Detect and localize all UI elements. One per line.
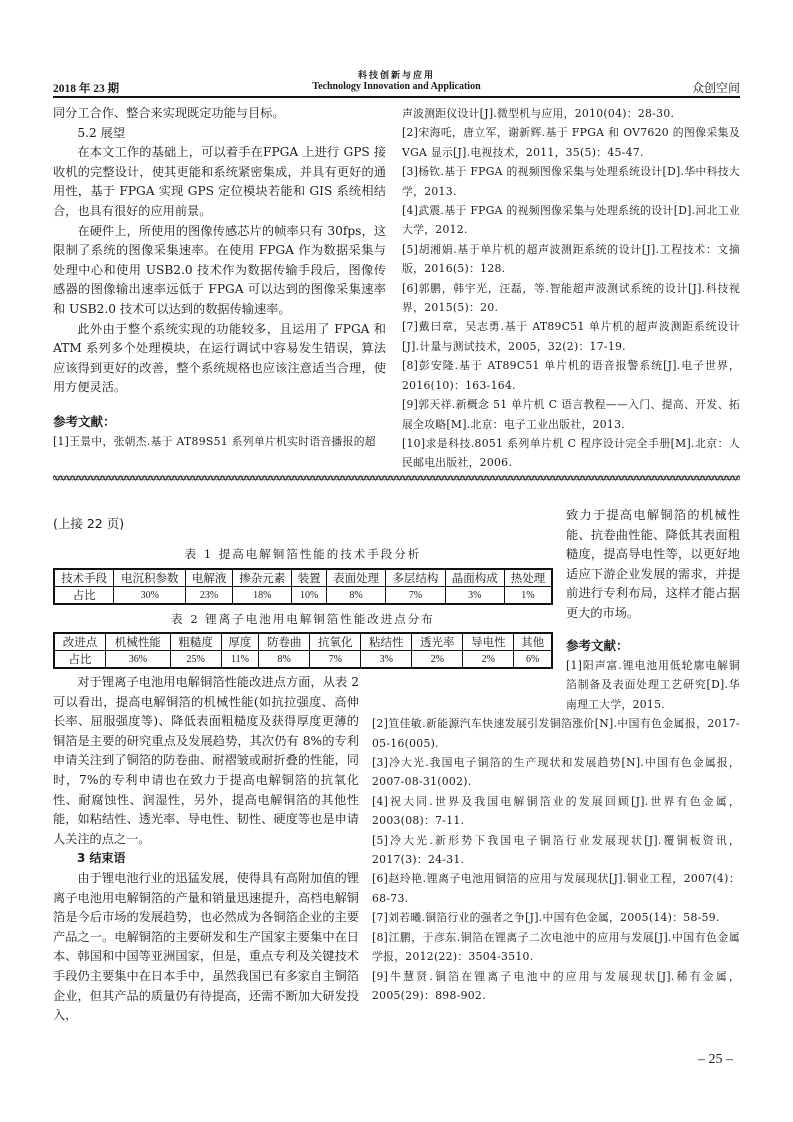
table-header-row xyxy=(54,569,552,587)
reference-item: [9]郭天祥.新概念 51 单片机 C 语言教程——入门、提高、开发、拓展全攻略[M].北京：电子工业出版社，2013. xyxy=(402,398,740,431)
header-rule xyxy=(53,96,740,98)
paragraph: 同分工合作、整合来实现既定功能与目标。 xyxy=(53,106,285,120)
table-cell: 厚度 xyxy=(221,633,259,651)
reference-item: [9]牛慧贤.铜箔在锂离子电池中的应用与发展现状[J].稀有金属，2005(29)：898-902. xyxy=(372,969,740,1002)
bottom-right-refs-title-area xyxy=(566,636,740,656)
issue-label: 2018 年 23 期 xyxy=(53,83,120,95)
reference-item: [6]郭鹏，韩宇光，汪磊，等.智能超声波测试系统的设计[J].科技视界，2015(5)：20. xyxy=(402,281,740,315)
bottom-left-column xyxy=(53,673,359,1026)
wavy-separator xyxy=(53,474,740,482)
reference-item xyxy=(372,656,740,714)
table-cell: 粘结性 xyxy=(361,633,412,651)
table-cell: 占比 xyxy=(54,651,106,669)
table-cell: 11% xyxy=(221,651,259,669)
table-cell: 装置 xyxy=(292,569,327,587)
section-heading-3: 3 结束语 xyxy=(77,851,126,866)
journal-title-cn: 科技创新与应用 xyxy=(357,71,435,81)
reference-item: [10]求是科技.8051 系列单片机 C 程序设计完全手册[M].北京：人民邮电出版社，2006. xyxy=(402,436,740,470)
paragraph: 对于锂离子电池用电解铜箔性能改进点方面，从表 2 可以看出，提高电解铜箔的机械性能(如抗拉强度、高伸长率、屈服强度等)、降低表面粗糙度及获得厚度更薄的铜箔是主要的研究重点及发展趋势，其次仍有 8%的专利申请关注到了铜箔的防卷曲、耐褶皱或耐折叠的性能，同时，7%的专利申请也在致力于提高电解铜箔的抗氧化性、耐腐蚀性、润湿性，另外，提高电解铜箔的其他性能，如粘结性、透光率、导电性、韧性、硬度等也是申请人关注的点之一。 xyxy=(53,675,359,846)
table-cell: 6% xyxy=(514,651,552,669)
table-cell: 占比 xyxy=(54,587,114,605)
table-cell: 技术手段 xyxy=(54,569,114,587)
table-cell: 电沉积参数 xyxy=(114,569,186,587)
table-row xyxy=(54,587,552,605)
table-cell: 表面处理 xyxy=(326,569,385,587)
paragraph: 致力于提高电解铜箔的机械性能、抗卷曲性能、降低其表面粗糙度，提高导电性等，以更好地适应下游企业发展的需求，并提前进行专利布局，这样才能占据更大的市场。 xyxy=(566,508,740,620)
reference-item: [3]冷大光.我国电子铜箔的生产现状和发展趋势[N].中国有色金属报，2007-08-31(002). xyxy=(372,756,740,789)
top-left-column xyxy=(53,104,386,451)
reference-item: [4]武震.基于 FPGA 的视频图像采集与处理系统的设计[D].河北工业大学，2012. xyxy=(402,204,740,237)
reference-item: [1]王景中，张朝杰.基于 AT89S51 系列单片机实时语音播报的超 xyxy=(53,434,376,448)
continued-from-label: (上接 22 页) xyxy=(53,516,125,531)
reference-item: [3]杨钦.基于 FPGA 的视频图像采集与处理系统设计[D].华中科技大学，2013. xyxy=(402,165,740,198)
references-title: 参考文献： xyxy=(566,638,629,653)
table-cell: 电解液 xyxy=(186,569,233,587)
bottom-right-references xyxy=(372,656,740,1005)
table-cell: 抗氧化 xyxy=(310,633,361,651)
table-cell: 8% xyxy=(326,587,385,605)
references-title: 参考文献： xyxy=(53,413,116,429)
table-cell: 25% xyxy=(170,651,221,669)
paragraph: 此外由于整个系统实现的功能较多，且运用了 FPGA 和 ATM 系列多个处理模块，在运行调试中容易发生错误，算法应该得到更好的改善，整个系统规格也应该注意适当合理，使用方便灵活。 xyxy=(53,321,386,395)
table2-caption: 表 2 锂离子电池用电解铜箔性能改进点分布 xyxy=(171,612,435,626)
table-cell: 36% xyxy=(106,651,171,669)
reference-item: [2]宋海吒，唐立军，谢新辉.基于 FPGA 和 OV7620 的图像采集及 VGA 显示[J].电视技术，2011，35(5)：45-47. xyxy=(402,126,740,159)
reference-item: 声波测距仪设计[J].微型机与应用，2010(04)：28-30. xyxy=(402,107,675,120)
page-number: – 25 – xyxy=(698,1052,733,1067)
table-cell: 机械性能 xyxy=(106,633,171,651)
table-cell: 多层结构 xyxy=(386,569,445,587)
table-cell: 30% xyxy=(114,587,186,605)
table-cell: 改进点 xyxy=(54,633,106,651)
table-cell: 2% xyxy=(412,651,463,669)
journal-title-en: Technology Innovation and Application xyxy=(312,81,481,92)
reference-item: [7]戴曰章，吴志勇.基于 AT89C51 单片机的超声波测距系统设计[J].计量与测试技术，2005，32(2)：17-19. xyxy=(402,320,740,353)
top-right-references xyxy=(402,104,740,473)
table-cell: 8% xyxy=(259,651,310,669)
table1-caption: 表 1 提高电解铜箔性能的技术手段分析 xyxy=(184,547,422,561)
reference-item: [6]赵玲艳.锂离子电池用铜箔的应用与发展现状[J].铜业工程，2007(4)：68-73. xyxy=(372,872,740,905)
table-cell: 23% xyxy=(186,587,233,605)
paragraph: 在本文工作的基础上，可以着手在FPGA 上进行 GPS 接收机的完整设计，使其更能和系统紧密集成，并具有更好的通用性，基于 FPGA 实现 GPS 定位模块若能和 GIS 系统相结合，也具有很好的应用前景。 xyxy=(53,145,386,218)
table-cell: 3% xyxy=(445,587,504,605)
table-cell: 1% xyxy=(504,587,552,605)
reference-item: [8]江鹏，于彦东.铜箔在锂离子二次电池中的应用与发展[J].中国有色金属学报，2012(22)：3504-3510. xyxy=(372,930,740,964)
table-cell: 10% xyxy=(292,587,327,605)
section-heading-5-2: 5.2 展望 xyxy=(77,125,126,140)
reference-item: [5]冷大光.新形势下我国电子铜箔行业发展现状[J].覆铜板资讯，2017(3)：24-31. xyxy=(372,833,740,867)
table-cell: 其他 xyxy=(514,633,552,651)
reference-item: [5]胡湘娟.基于单片机的超声波测距系统的设计[J].工程技术：文摘版，2016(5)：128. xyxy=(402,242,740,276)
section-label: 众创空间 xyxy=(691,81,740,95)
table-cell: 晶面构成 xyxy=(445,569,504,587)
reference-item: [4]祝大同.世界及我国电解铜箔业的发展回顾[J].世界有色金属，2003(08)：7-11. xyxy=(372,794,740,828)
table-cell: 7% xyxy=(386,587,445,605)
reference-item: [2]笪佳敏.新能源汽车快速发展引发铜箔涨价[N].中国有色金属报，2017-05-16(005). xyxy=(372,717,740,750)
table1 xyxy=(53,568,553,605)
table-cell: 3% xyxy=(361,651,412,669)
table-cell: 防卷曲 xyxy=(259,633,310,651)
table-cell: 7% xyxy=(310,651,361,669)
table-cell: 18% xyxy=(233,587,292,605)
reference-item: [7]刘若曦.铜箔行业的强者之争[J].中国有色金属，2005(14)：58-59. xyxy=(372,911,720,925)
reference-text: [1]阳声富.锂电池用低轮廓电解铜箔制备及表面处理工艺研究[D].华南理工大学，2015. xyxy=(566,659,740,711)
paragraph: 由于锂电池行业的迅猛发展，使得具有高附加值的锂离子电池用电解铜箔的产量和销量迅速提升，高档电解铜箔是今后市场的发展趋势，也必然成为各铜箔企业的主要产品之一。电解铜箔的主要研发和生产国家主要集中在日本、韩国和中国等亚洲国家，但是，重点专利及关键技术手段仍主要集中在日本手中，虽然我国已有多家自主铜箔企业，但其产品的质量仍有待提高，还需不断加大研发投入， xyxy=(53,870,359,1023)
table-cell: 导电性 xyxy=(463,633,514,651)
table-cell: 掺杂元素 xyxy=(233,569,292,587)
table-cell: 热处理 xyxy=(504,569,552,587)
table-header-row xyxy=(54,633,552,651)
table-cell: 透光率 xyxy=(412,633,463,651)
reference-item: [8]彭安隆.基于 AT89C51 单片机的语音报警系统[J].电子世界，2016(10)：163-164. xyxy=(402,359,740,392)
right-intro-column xyxy=(566,506,740,624)
table-cell: 粗糙度 xyxy=(170,633,221,651)
table-cell: 2% xyxy=(463,651,514,669)
paragraph: 在硬件上，所使用的图像传感芯片的帧率只有 30fps，这限制了系统的图像采集速率。在使用 FPGA 作为数据采集与处理中心和使用 USB2.0 技术作为数据传输手段后，图像传感器的图像输出速率远低于 FPGA 可以达到的图像采集速率和 USB2.0 技术可以达到的数据传输速率。 xyxy=(53,223,386,316)
